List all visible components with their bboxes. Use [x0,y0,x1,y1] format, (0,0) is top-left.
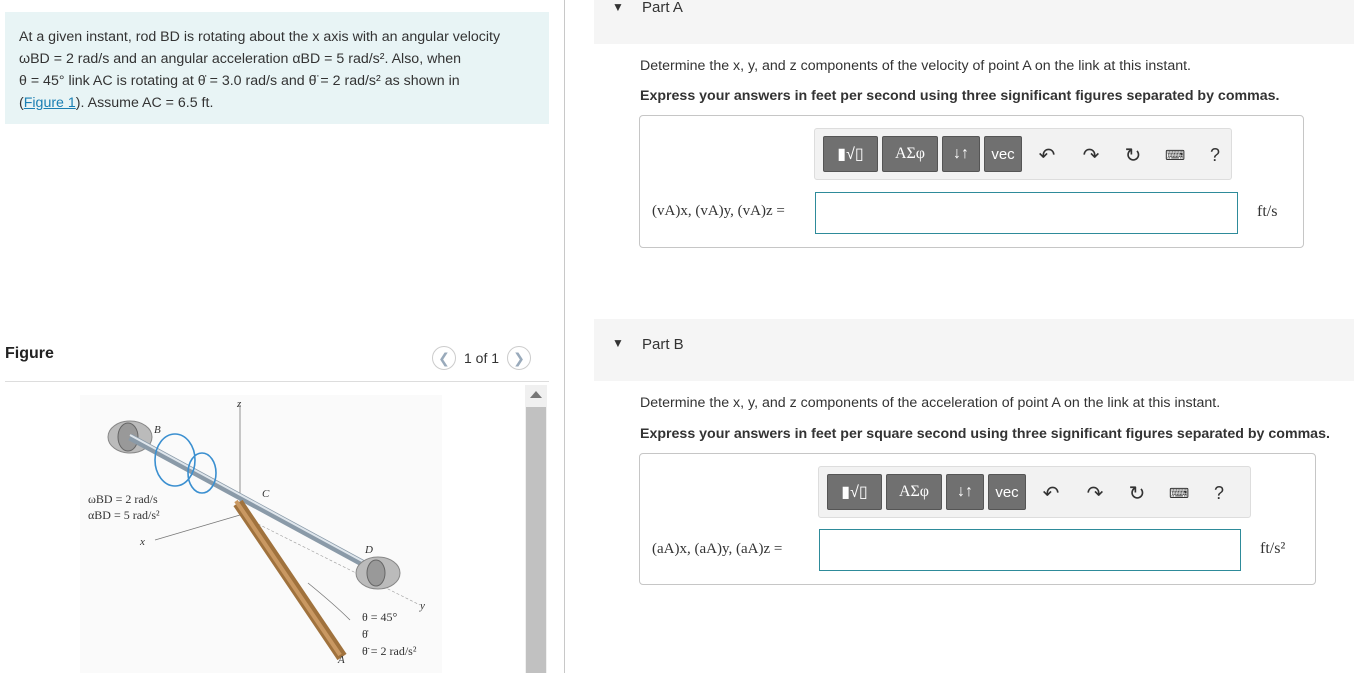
vec-label: vec [995,483,1019,501]
label-x: x [140,536,145,548]
part-a-title: Part A [642,0,683,16]
help-label: ? [1213,482,1224,503]
keyboard-icon[interactable]: ⌨ [1168,484,1190,501]
collapse-part-b-icon[interactable]: ▼ [612,336,624,350]
arrows-label: ↓↑ [957,483,973,500]
keyboard-icon[interactable]: ⌨ [1164,146,1186,163]
part-b-instruction: Express your answers in feet per square second using three significant figures separated by commas. [640,426,1330,442]
label-d: D [365,544,373,556]
part-b-prompt: Determine the x, y, and z components of the acceleration of point A on the link at this instant. [640,395,1221,411]
greek-symbols-button[interactable] [882,136,938,172]
subscript-superscript-button[interactable] [946,474,984,510]
problem-line-3: θ = 45° link AC is rotating at θ̇ = 3.0 rad/s and θ̈ = 2 rad/s² as shown in [19,73,460,89]
part-b-title: Part B [642,336,684,353]
part-b-answer-label: (aA)x, (aA)y, (aA)z = [652,541,783,557]
templates-label: ▮√▯ [841,484,868,501]
problem-line-1: At a given instant, rod BD is rotating about the x axis with an angular velocity [19,29,501,45]
label-z: z [237,398,242,410]
arrows-label: ↓↑ [953,145,969,162]
greek-label: ΑΣφ [894,145,926,162]
label-b: B [154,424,161,436]
vector-button[interactable] [984,136,1022,172]
chevron-right-icon: ❯ [513,349,525,366]
templates-button[interactable] [827,474,882,510]
next-figure-button[interactable] [507,346,531,370]
help-button[interactable] [1201,139,1229,171]
part-a-unit: ft/s [1257,203,1278,220]
greek-symbols-button[interactable] [886,474,942,510]
scroll-up-icon[interactable] [530,391,542,398]
part-a-math-toolbar [814,128,1232,180]
reset-icon[interactable]: ↻ [1124,144,1142,167]
figure-pager [432,346,531,370]
help-button[interactable] [1205,477,1233,509]
part-b-header[interactable] [594,319,1354,381]
scrollbar-thumb[interactable] [526,407,546,673]
undo-icon[interactable]: ↶ [1042,482,1060,505]
part-a-instruction: Express your answers in feet per second using three significant figures separated by commas. [640,88,1280,104]
templates-button[interactable] [823,136,878,172]
help-label: ? [1209,144,1220,165]
problem-line-2: ωBD = 2 rad/s and an angular acceleration αBD = 5 rad/s². Also, when [19,51,461,67]
figure-scrollbar[interactable] [525,385,547,673]
part-a-answer-input[interactable] [815,192,1238,234]
label-y: y [420,600,425,612]
redo-icon[interactable]: ↷ [1082,144,1100,167]
label-a: A [338,654,345,666]
part-b-unit: ft/s² [1260,540,1286,557]
collapse-part-a-icon[interactable]: ▼ [612,0,624,14]
subscript-superscript-button[interactable] [942,136,980,172]
rod-bd [130,437,375,570]
templates-label: ▮√▯ [837,146,864,163]
label-alpha: αBD = 5 rad/s² [88,508,160,522]
figure-title: Figure [5,345,54,362]
part-b-math-toolbar [818,466,1251,518]
reset-icon[interactable]: ↻ [1128,482,1146,505]
problem-line-4: (Figure 1). Assume AC = 6.5 ft. [19,95,214,111]
label-c: C [262,488,270,500]
problem-line-4-rest: ). Assume AC = 6.5 ft. [75,95,214,111]
label-thetadot: θ̇ [362,627,368,641]
rod-link-diagram [80,395,442,673]
part-b-answer-input[interactable] [819,529,1241,571]
figure-divider [5,381,549,382]
figure-image [80,395,442,673]
figure-link[interactable]: Figure 1 [23,95,76,111]
chevron-left-icon: ❮ [438,349,450,366]
part-a-prompt: Determine the x, y, and z components of the velocity of point A on the link at this instant. [640,58,1191,74]
label-theta: θ = 45° [362,610,398,624]
problem-statement [5,12,549,124]
y-axis [240,515,420,605]
part-a-answer-box [639,115,1304,248]
vector-button[interactable] [988,474,1026,510]
prev-figure-button[interactable] [432,346,456,370]
greek-label: ΑΣφ [898,483,930,500]
panel-divider [564,0,565,673]
x-axis [155,515,240,540]
redo-icon[interactable]: ↷ [1086,482,1104,505]
part-b-answer-box [639,453,1316,585]
rod-bd-highlight [130,435,375,568]
label-thetaddot: θ̈ = 2 rad/s² [362,644,417,658]
bearing-d-hub [367,560,385,586]
part-a-answer-label: (vA)x, (vA)y, (vA)z = [652,203,785,219]
undo-icon[interactable]: ↶ [1038,144,1056,167]
figure-page-count: 1 of 1 [464,350,500,366]
vec-label: vec [991,145,1015,163]
part-a-header[interactable] [594,0,1354,44]
label-omega: ωBD = 2 rad/s [88,492,158,506]
